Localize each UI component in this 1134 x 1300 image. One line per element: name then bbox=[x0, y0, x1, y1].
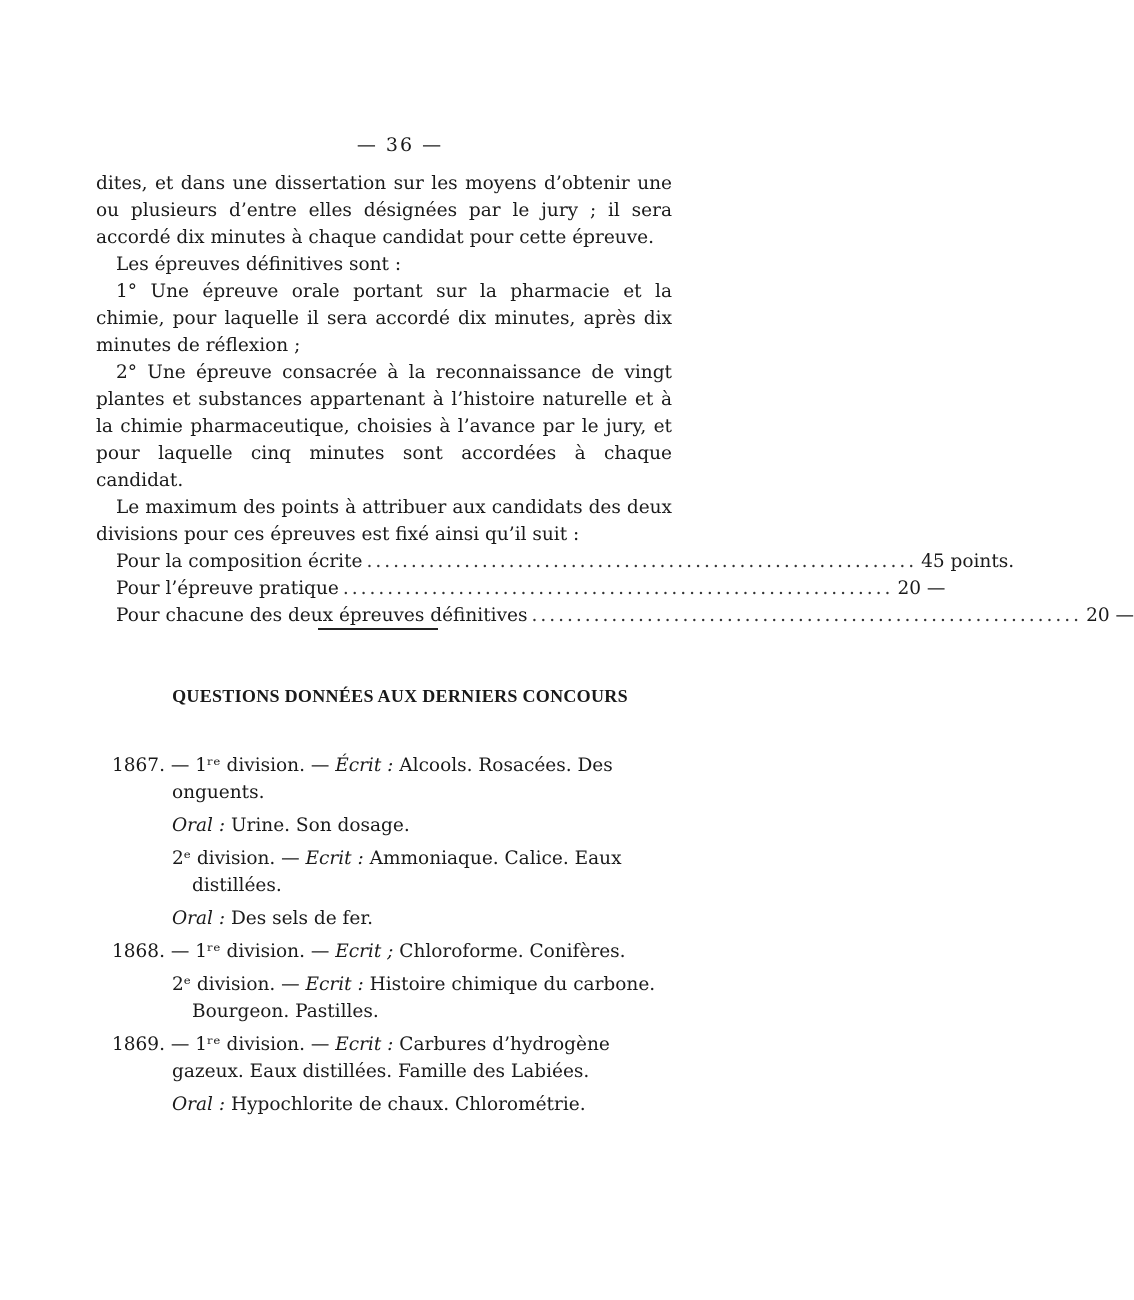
paragraph-maximum-points: Le maximum des points à attribuer aux candidats des deux divisions pour ces épreuves est fixé ainsi qu’il suit : bbox=[96, 497, 672, 545]
points-value: 20 — bbox=[1086, 605, 1134, 626]
entry-1867-div2 bbox=[112, 845, 672, 899]
ecrit-label: Écrit : bbox=[335, 755, 394, 776]
leader-dots: .............................................................. bbox=[342, 578, 894, 599]
division-label: — 1ʳᵉ division. — bbox=[170, 755, 336, 776]
division-label: — 1ʳᵉ division. — bbox=[170, 1034, 336, 1055]
questions-list bbox=[112, 752, 672, 1124]
oral-label: Oral : bbox=[172, 1094, 226, 1115]
paragraph-epreuves-definitives: Les épreuves définitives sont : bbox=[116, 254, 402, 275]
oral-topics: Urine. Son dosage. bbox=[225, 815, 410, 836]
division-label: 2ᵉ division. — bbox=[172, 848, 306, 869]
points-label: Pour chacune des deux épreuves définitives bbox=[116, 605, 528, 626]
entry-1867-div1 bbox=[112, 752, 672, 806]
points-row-pratique bbox=[96, 575, 946, 602]
leader-dots: .............................................................. bbox=[531, 605, 1083, 626]
entry-1867-div2-oral bbox=[112, 905, 672, 932]
division-label: — 1ʳᵉ division. — bbox=[170, 941, 336, 962]
ecrit-label: Ecrit : bbox=[305, 974, 364, 995]
points-value: 45 points. bbox=[921, 551, 1015, 572]
page-number: — 36 — bbox=[356, 134, 444, 156]
year-label: 1869. bbox=[112, 1034, 165, 1055]
oral-label: Oral : bbox=[172, 908, 226, 929]
entry-1867-div1-oral bbox=[112, 812, 672, 839]
oral-label: Oral : bbox=[172, 815, 226, 836]
entry-1869-div1-oral bbox=[112, 1091, 672, 1118]
points-value: 20 — bbox=[897, 578, 946, 599]
ecrit-topics: Alcools. Rosacées. Des onguents. bbox=[172, 755, 613, 803]
points-label: Pour l’épreuve pratique bbox=[116, 578, 339, 599]
oral-topics: Hypochlorite de chaux. Chlorométrie. bbox=[225, 1094, 586, 1115]
leader-dots: .............................................................. bbox=[366, 551, 918, 572]
paragraph-epreuve-reconnaissance: 2° Une épreuve consacrée à la reconnaissance de vingt plantes et substances appartenant à l’histoire naturelle et à la chimie pharmaceutique, choisies à l’avance par le jury, et pour laquelle cinq minutes sont accordées à chaque candidat. bbox=[96, 362, 672, 491]
points-label: Pour la composition écrite bbox=[116, 551, 363, 572]
year-label: 1867. bbox=[112, 755, 165, 776]
division-label: 2ᵉ division. — bbox=[172, 974, 306, 995]
entry-1868-div1 bbox=[112, 938, 672, 965]
oral-topics: Des sels de fer. bbox=[225, 908, 374, 929]
paragraph-epreuve-orale: 1° Une épreuve orale portant sur la pharmacie et la chimie, pour laquelle il sera accordé dix minutes, après dix minutes de réflexion ; bbox=[96, 281, 672, 356]
year-label: 1868. bbox=[112, 941, 165, 962]
ecrit-topics: Carbures d’hydrogène gazeux. Eaux distillées. Famille des Labiées. bbox=[172, 1034, 610, 1082]
entry-1869-div1 bbox=[112, 1031, 672, 1085]
ecrit-topics: Chloroforme. Conifères. bbox=[393, 941, 626, 962]
paragraph-continuation: dites, et dans une dissertation sur les moyens d’obtenir une ou plusieurs d’entre elles désignées par le jury ; il sera accordé dix minutes à chaque candidat pour cette épreuve. bbox=[96, 173, 672, 248]
points-table bbox=[96, 548, 1134, 629]
ecrit-label: Ecrit : bbox=[335, 1034, 394, 1055]
ecrit-topics: Histoire chimique du carbone. Bourgeon. Pastilles. bbox=[192, 974, 656, 1022]
points-row-definitives bbox=[96, 602, 1134, 629]
section-heading: QUESTIONS DONNÉES AUX DERNIERS CONCOURS bbox=[172, 686, 628, 706]
ecrit-topics: Ammoniaque. Calice. Eaux distillées. bbox=[192, 848, 622, 896]
ecrit-label: Ecrit : bbox=[305, 848, 364, 869]
ecrit-label: Ecrit ; bbox=[335, 941, 394, 962]
body-text bbox=[96, 170, 1134, 629]
entry-1868-div2 bbox=[112, 971, 672, 1025]
points-row-composition bbox=[96, 548, 1015, 575]
section-divider bbox=[318, 628, 438, 630]
